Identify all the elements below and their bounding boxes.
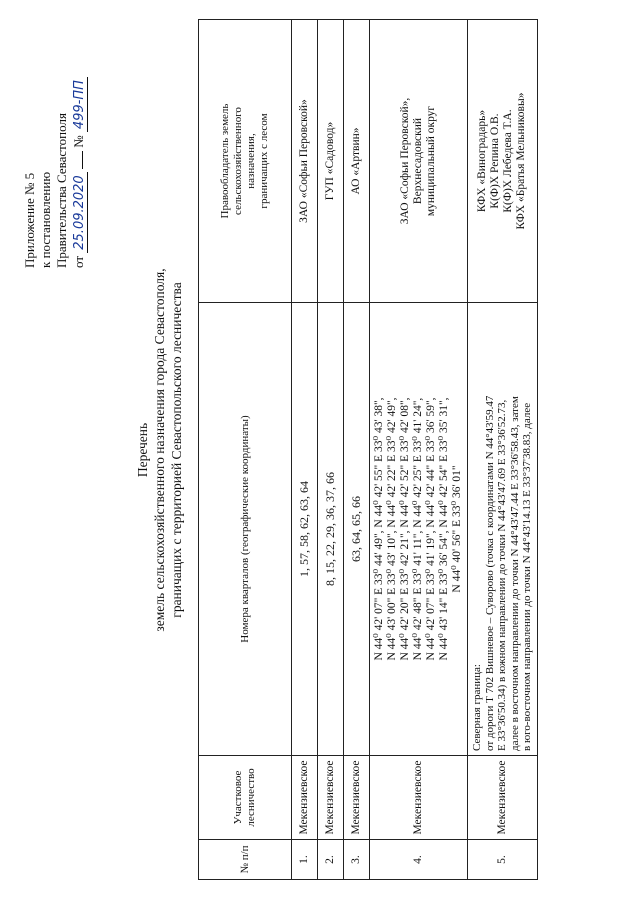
handwritten-date: 25.09.2020 — [72, 172, 88, 252]
coord-line: N 44⁰ 43' 00" E 33⁰ 43' 10", N 44⁰ 42' 22" E 33⁰ 42' 49", — [386, 397, 398, 661]
rotated-document — [22, 20, 622, 880]
coord-line: N 44⁰ 43' 14" E 33⁰ 36' 54", N 44⁰ 42' 54" E 33⁰ 35' 31", — [438, 397, 450, 661]
header-owner-line: сельскохозяйственного — [232, 107, 244, 215]
table-row — [344, 20, 370, 880]
desc-line: в юго-восточном направлении до точки N 44°43'14.13 E 33°37'38.83, далее — [521, 402, 533, 751]
row-num: 4. — [370, 840, 468, 880]
row-num: 3. — [344, 840, 370, 880]
document-title — [134, 130, 185, 770]
row-quarters: 1, 57, 58, 62, 63, 64 — [292, 303, 318, 756]
owner-line: ГУП «Садовод» — [324, 121, 336, 201]
owner-line: К(Ф)Х Репина О.В. — [489, 113, 502, 209]
coord-line: N 44⁰ 42' 20" E 33⁰ 42' 21", N 44⁰ 42' 52" E 33⁰ 42' 08", — [399, 397, 411, 661]
table-row — [468, 20, 538, 880]
desc-line: E 33°36'50.34) в южном направлении до точки N 44°43'47.69 E 33°36'52.73, — [496, 399, 508, 751]
appendix-line-2: к постановлению — [38, 171, 53, 268]
owner-line: КФХ «Братья Мельниковы» — [515, 92, 528, 230]
appendix-line-3: Правительства Севастополя — [54, 113, 69, 268]
handwritten-number: 499-ПП — [72, 77, 88, 132]
row-num: 1. — [292, 840, 318, 880]
row-forest: Мекензиевское — [318, 756, 344, 840]
title-line-2: земель сельскохозяйственного назначения города Севастополя, — [152, 268, 167, 632]
row-num: 5. — [468, 840, 538, 880]
owner-line: АО «Артвин» — [350, 127, 362, 195]
row-boundary-description — [468, 303, 538, 756]
header-owner-line: Правообладатель земель — [219, 103, 231, 219]
appendix-date-line — [70, 38, 88, 268]
table-row — [318, 20, 344, 880]
title-line-1: Перечень — [135, 422, 150, 478]
header-quarters: Номера кварталов (географические координаты) — [199, 303, 292, 756]
owner-line: Верхнесадовский — [412, 117, 424, 205]
owner-line: К(Ф)Х Лебедева Т.А. — [502, 109, 515, 213]
row-forest: Мекензиевское — [344, 756, 370, 840]
table-row — [370, 20, 468, 880]
date-underline — [70, 151, 83, 169]
desc-line: Северная граница: — [471, 664, 483, 751]
header-forest: Участковое лесничество — [199, 756, 292, 840]
date-prefix: от — [71, 255, 86, 268]
row-forest: Мекензиевское — [292, 756, 318, 840]
row-owner — [344, 20, 370, 303]
row-forest: Мекензиевское — [468, 756, 538, 840]
owner-line: ЗАО «Софьи Перовской», — [399, 97, 411, 225]
table-row — [292, 20, 318, 880]
desc-line: от дороги Т 702 Вишневое – Суворово (точка с координатами N 44°43'59.47 — [483, 395, 496, 751]
coord-line: N 44⁰ 42' 07" E 33⁰ 41' 19", N 44⁰ 42' 44" E 33⁰ 36' 59", — [425, 397, 437, 661]
land-table — [198, 19, 538, 880]
desc-line: далее в восточном направлении до точки N 44°43'47.44 E 33°36'58.43, затем — [508, 396, 521, 751]
row-quarters: 8, 15, 22, 29, 36, 37, 66 — [318, 303, 344, 756]
owner-line: ЗАО «Софьи Перовской» — [298, 99, 310, 223]
row-owner — [318, 20, 344, 303]
header-num: № п/п — [199, 840, 292, 880]
header-owner-line: граничащих с лесом — [258, 113, 270, 209]
coord-line: N 44⁰ 42' 07" E 33⁰ 44' 49", N 44⁰ 42' 55" E 33⁰ 43' 38", — [373, 397, 385, 661]
row-owner — [370, 20, 468, 303]
owner-line: муниципальный округ — [425, 105, 437, 217]
coord-line: N 44⁰ 40' 56" E 33⁰ 36' 01" — [451, 465, 463, 593]
row-quarters: 63, 64, 65, 66 — [344, 303, 370, 756]
row-coordinates — [370, 303, 468, 756]
coord-line: N 44⁰ 42' 48" E 33⁰ 41' 11", N 44⁰ 42' 25" E 33⁰ 41' 24", — [412, 397, 424, 661]
title-line-3: граничащих с территорией Севастопольского лесничества — [169, 282, 184, 618]
owner-line: КФХ «Виноградарь» — [476, 109, 489, 213]
header-owner-line: назначения, — [245, 133, 257, 189]
table-header-row — [199, 20, 292, 880]
row-owner — [292, 20, 318, 303]
header-owner — [199, 20, 292, 303]
row-num: 2. — [318, 840, 344, 880]
appendix-block — [22, 38, 88, 268]
row-forest: Мекензиевское — [370, 756, 468, 840]
number-prefix: № — [71, 135, 86, 148]
row-owner — [468, 20, 538, 303]
appendix-line-1: Приложение № 5 — [22, 172, 37, 268]
